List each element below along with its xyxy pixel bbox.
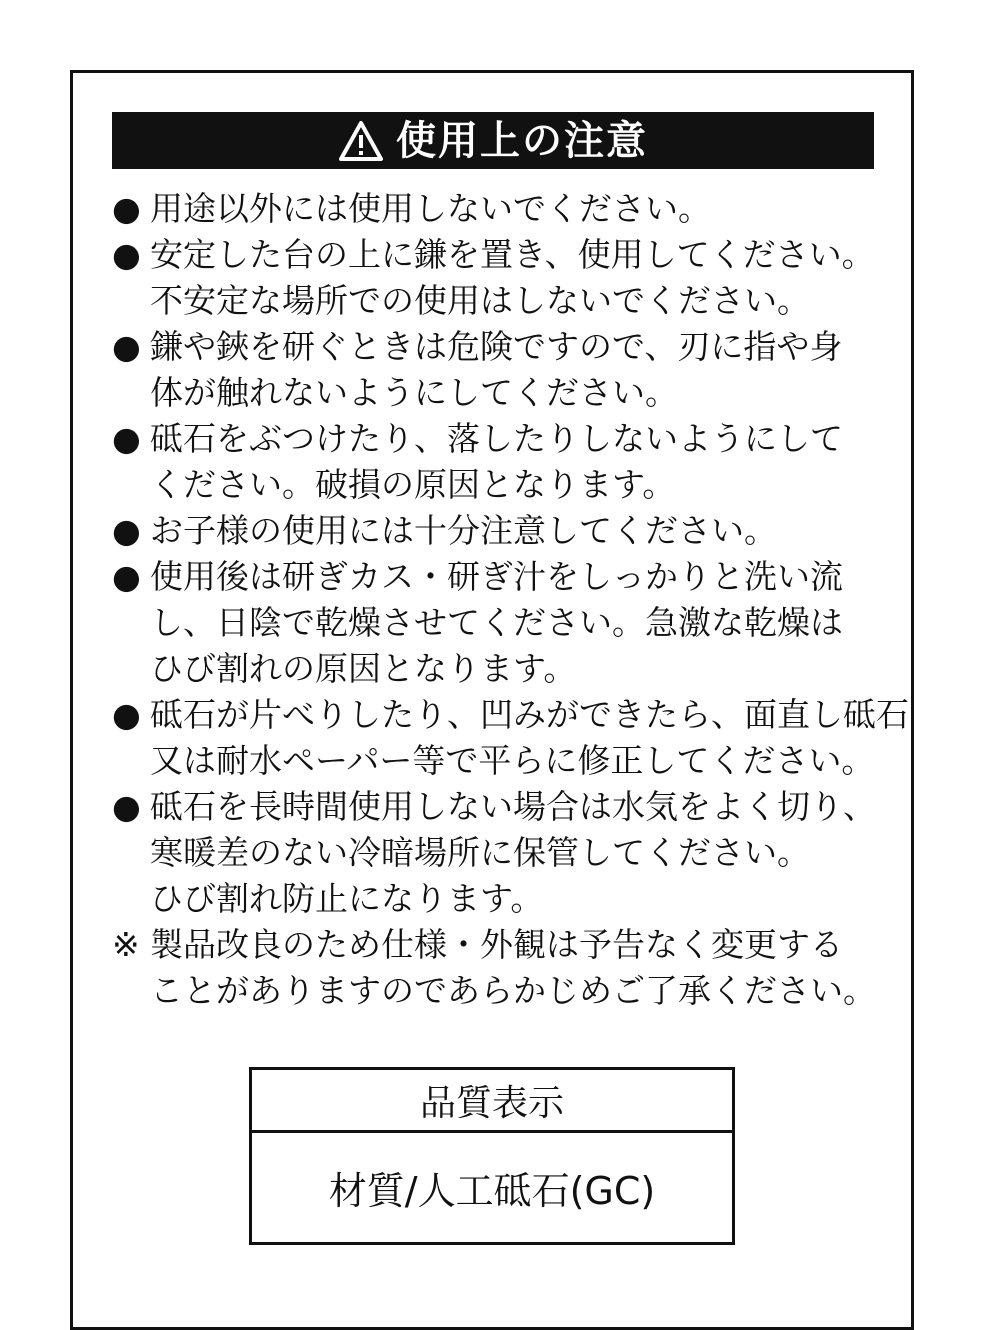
caution-item — [112, 416, 882, 508]
caution-title: 使用上の注意 — [396, 117, 648, 164]
bullet-mark: ● — [112, 235, 141, 274]
caution-text: ひび割れの原因となります。 — [150, 649, 577, 688]
caution-text: 寒暖差のない冷暗場所に保管してください。 — [150, 833, 810, 872]
bullet-mark: ● — [112, 511, 141, 550]
caution-item — [112, 692, 909, 784]
disclaimer-item — [112, 922, 882, 1014]
caution-text: し、日陰で乾燥させてください。急激な乾燥は — [150, 603, 843, 642]
quality-label-box — [249, 1067, 735, 1245]
caution-text: 砥石を長時間使用しない場合は水気をよく切り、 — [150, 787, 876, 826]
caution-item — [112, 508, 882, 554]
caution-text: 体が触れないようにしてください。 — [150, 373, 678, 412]
bullet-mark: ● — [112, 787, 141, 826]
caution-item — [112, 554, 882, 692]
bullet-mark: ● — [112, 419, 141, 458]
caution-text: ください。破損の原因となります。 — [150, 465, 676, 504]
caution-item — [112, 186, 882, 232]
caution-text: 又は耐水ペーパー等で平らに修正してください。 — [150, 741, 875, 780]
material-value: 材質/人工砥石(GC) — [328, 1169, 656, 1213]
bullet-mark: ● — [112, 327, 141, 366]
disclaimer-text: 製品改良のため仕様・外観は予告なく変更する — [150, 925, 843, 964]
caution-text: 鎌や鋏を研ぐときは危険ですので、刃に指や身 — [150, 327, 843, 366]
disclaimer-text: ことがありますのであらかじめご了承ください。 — [150, 971, 876, 1010]
caution-text: 不安定な場所での使用はしないでください。 — [150, 281, 810, 320]
reference-mark: ※ — [112, 925, 140, 964]
warning-triangle-icon — [338, 120, 384, 162]
caution-text: 安定した台の上に鎌を置き、使用してください。 — [150, 235, 875, 274]
caution-text: お子様の使用には十分注意してください。 — [150, 511, 777, 550]
caution-text: 使用後は研ぎカス・研ぎ汁をしっかりと洗い流 — [150, 557, 843, 596]
quality-label-title: 品質表示 — [252, 1070, 732, 1133]
bullet-mark: ● — [112, 557, 141, 596]
caution-item — [112, 784, 882, 922]
caution-list — [112, 186, 909, 1014]
caution-item — [112, 324, 882, 416]
bullet-mark: ● — [112, 189, 141, 228]
caution-text: ひび割れ防止になります。 — [150, 879, 544, 918]
caution-item — [112, 232, 882, 324]
caution-text: 砥石をぶつけたり、落したりしないようにして — [150, 419, 843, 458]
bullet-mark: ● — [112, 695, 141, 734]
caution-header — [112, 112, 874, 169]
caution-text: 用途以外には使用しないでください。 — [150, 189, 711, 228]
caution-text: 砥石が片べりしたり、凹みができたら、面直し砥石 — [150, 695, 909, 734]
